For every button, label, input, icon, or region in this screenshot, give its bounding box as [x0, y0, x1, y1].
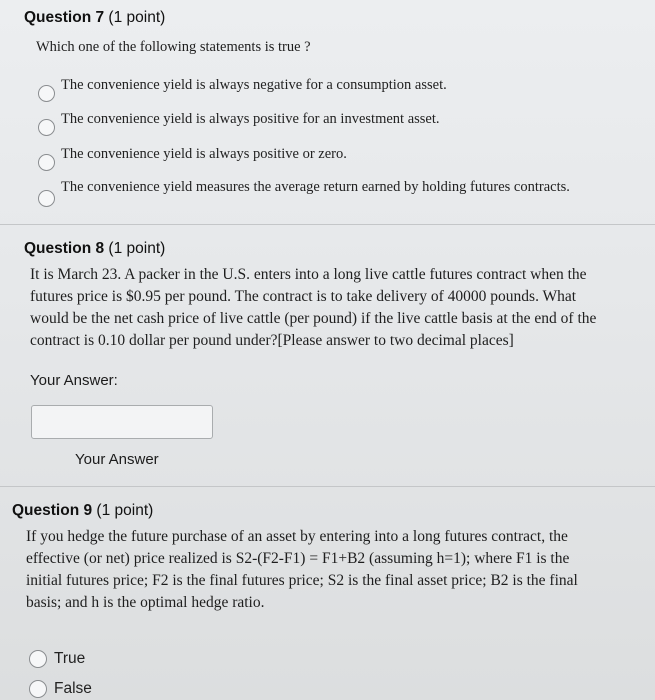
question-9-title	[12, 502, 153, 520]
question-8-points: (1 point)	[108, 240, 166, 257]
q7-option-4-label: The convenience yield measures the average return earned by holding futures contracts.	[61, 179, 570, 195]
radio-button[interactable]	[38, 119, 55, 136]
q7-option-3-label: The convenience yield is always positive or zero.	[61, 146, 347, 162]
answer-hint: Your Answer	[75, 451, 159, 468]
radio-button[interactable]	[38, 85, 55, 102]
question-8-prompt-line: would be the net cash price of live cattle (per pound) if the live cattle basis at the end of the	[30, 310, 597, 327]
q7-option-1-label: The convenience yield is always negative for a consumption asset.	[61, 77, 447, 93]
question-8-prompt	[30, 264, 596, 352]
question-9-points: (1 point)	[96, 502, 154, 519]
question-9-prompt-line: effective (or net) price realized is S2-(F2-F1) = F1+B2 (assuming h=1); where F1 is the	[26, 550, 570, 567]
question-7-title	[24, 9, 165, 27]
answer-label: Your Answer:	[30, 372, 118, 389]
radio-button[interactable]	[38, 154, 55, 171]
q7-option-3[interactable]	[38, 146, 347, 171]
q7-option-2[interactable]	[38, 111, 440, 136]
question-8-prompt-line: contract is 0.10 dollar per pound under?[Please answer to two decimal places]	[30, 332, 514, 349]
question-7-prompt: Which one of the following statements is true ?	[36, 39, 311, 55]
radio-button[interactable]	[38, 190, 55, 207]
radio-button[interactable]	[29, 650, 47, 668]
question-7-number: Question 7	[24, 9, 105, 26]
q9-option-true-label: True	[54, 650, 86, 667]
question-8-prompt-line: futures price is $0.95 per pound. The contract is to take delivery of 40000 pounds. What	[30, 288, 577, 305]
q9-option-true[interactable]	[29, 650, 85, 668]
question-9-prompt-line: If you hedge the future purchase of an asset by entering into a long futures contract, the	[26, 528, 568, 545]
radio-button[interactable]	[29, 680, 47, 698]
q7-option-1[interactable]	[38, 77, 447, 102]
question-8-prompt-line: It is March 23. A packer in the U.S. enters into a long live cattle futures contract when the	[30, 266, 587, 283]
question-9-prompt-line: initial futures price; F2 is the final futures price; S2 is the final asset price; B2 is the final	[26, 572, 578, 589]
question-8-title	[24, 240, 165, 258]
question-8-number: Question 8	[24, 240, 105, 257]
q9-option-false[interactable]	[29, 680, 92, 698]
q9-option-false-label: False	[54, 680, 92, 697]
section-divider	[0, 224, 655, 225]
question-9-prompt	[26, 526, 578, 614]
question-7-points: (1 point)	[108, 9, 166, 26]
section-divider	[0, 486, 655, 487]
q7-option-2-label: The convenience yield is always positive for an investment asset.	[61, 111, 440, 127]
question-9-prompt-line: basis; and h is the optimal hedge ratio.	[26, 594, 265, 611]
question-9-number: Question 9	[12, 502, 93, 519]
q7-option-4[interactable]	[38, 179, 570, 207]
answer-input[interactable]	[31, 405, 213, 439]
